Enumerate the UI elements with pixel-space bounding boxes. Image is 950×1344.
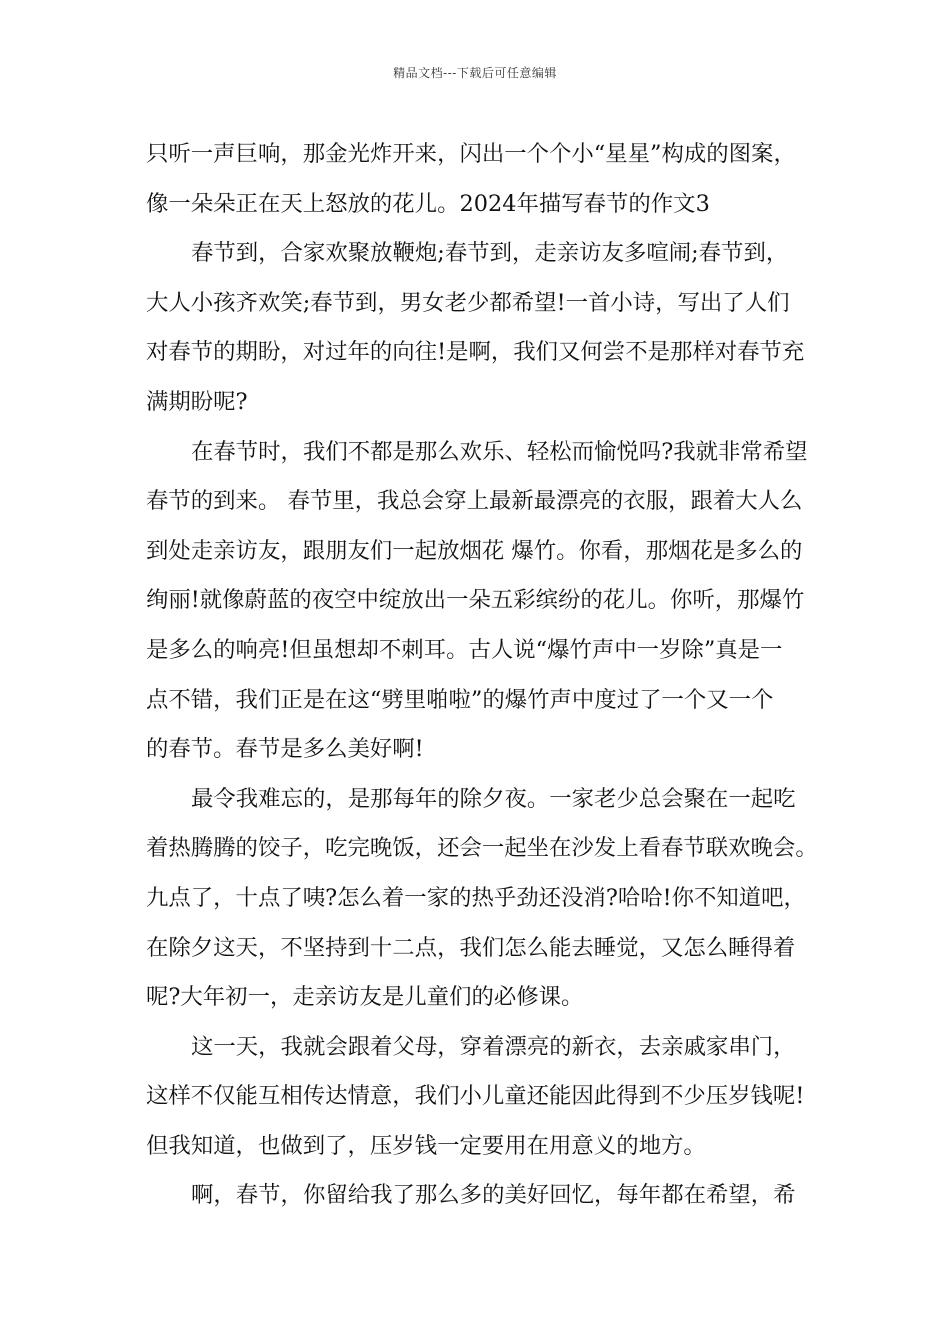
text-line: 这样不仅能互相传达情意，我们小儿童还能因此得到不少压岁钱呢! bbox=[146, 1083, 805, 1110]
text-line: 九点了，十点了咦?怎么着一家的热乎劲还没消?哈哈!你不知道吧， bbox=[146, 884, 806, 911]
text-line: 最令我难忘的，是那每年的除夕夜。一家老少总会聚在一起吃 bbox=[191, 785, 796, 812]
text-line: 绚丽!就像蔚蓝的夜空中绽放出一朵五彩缤纷的花儿。你听，那爆竹 bbox=[146, 587, 805, 614]
text-line: 满期盼呢? bbox=[146, 388, 248, 415]
page-header: 精品文档---下载后可任意编辑 bbox=[393, 66, 557, 80]
text-line: 像一朵朵正在天上怒放的花儿。2024年描写春节的作文3 bbox=[146, 190, 710, 217]
text-line: 在除夕这天，不坚持到十二点，我们怎么能去睡觉，又怎么睡得着 bbox=[146, 934, 796, 961]
text-line: 在春节时，我们不都是那么欢乐、轻松而愉悦吗?我就非常希望 bbox=[191, 438, 808, 465]
document-body bbox=[146, 130, 818, 1221]
text-line: 到处走亲访友，跟朋友们一起放烟花 爆竹。你看，那烟花是多么的 bbox=[146, 537, 803, 564]
text-line: 是多么的响亮!但虽想却不刺耳。古人说“爆竹声中一岁除”真是一 bbox=[146, 636, 783, 663]
text-line: 春节的到来。 春节里，我总会穿上最新最漂亮的衣服，跟着大人么 bbox=[146, 488, 803, 515]
text-line: 但我知道，也做到了，压岁钱一定要用在用意义的地方。 bbox=[146, 1132, 706, 1159]
text-line: 大人小孩齐欢笑;春节到，男女老少都希望!一首小诗，写出了人们 bbox=[146, 289, 790, 316]
text-line: 这一天，我就会跟着父母，穿着漂亮的新衣，去亲戚家串门， bbox=[191, 1033, 796, 1060]
text-line: 着热腾腾的饺子，吃完晚饭，还会一起坐在沙发上看春节联欢晚会。 bbox=[146, 835, 818, 862]
text-line: 只听一声巨响，那金光炸开来，闪出一个个小“星星”构成的图案， bbox=[146, 141, 796, 167]
text-line: 的春节。春节是多么美好啊! bbox=[146, 736, 424, 763]
text-line: 春节到，合家欢聚放鞭炮;春节到，走亲访友多喧闹;春节到， bbox=[191, 240, 789, 267]
text-line: 对春节的期盼，对过年的向往!是啊，我们又何尝不是那样对春节充 bbox=[146, 339, 805, 366]
text-line: 呢?大年初一，走亲访友是儿童们的必修课。 bbox=[146, 984, 584, 1011]
text-line: 啊，春节，你留给我了那么多的美好回忆，每年都在希望，希 bbox=[191, 1182, 796, 1209]
text-line: 点不错，我们正是在这“劈里啪啦”的爆竹声中度过了一个又一个 bbox=[146, 686, 774, 713]
